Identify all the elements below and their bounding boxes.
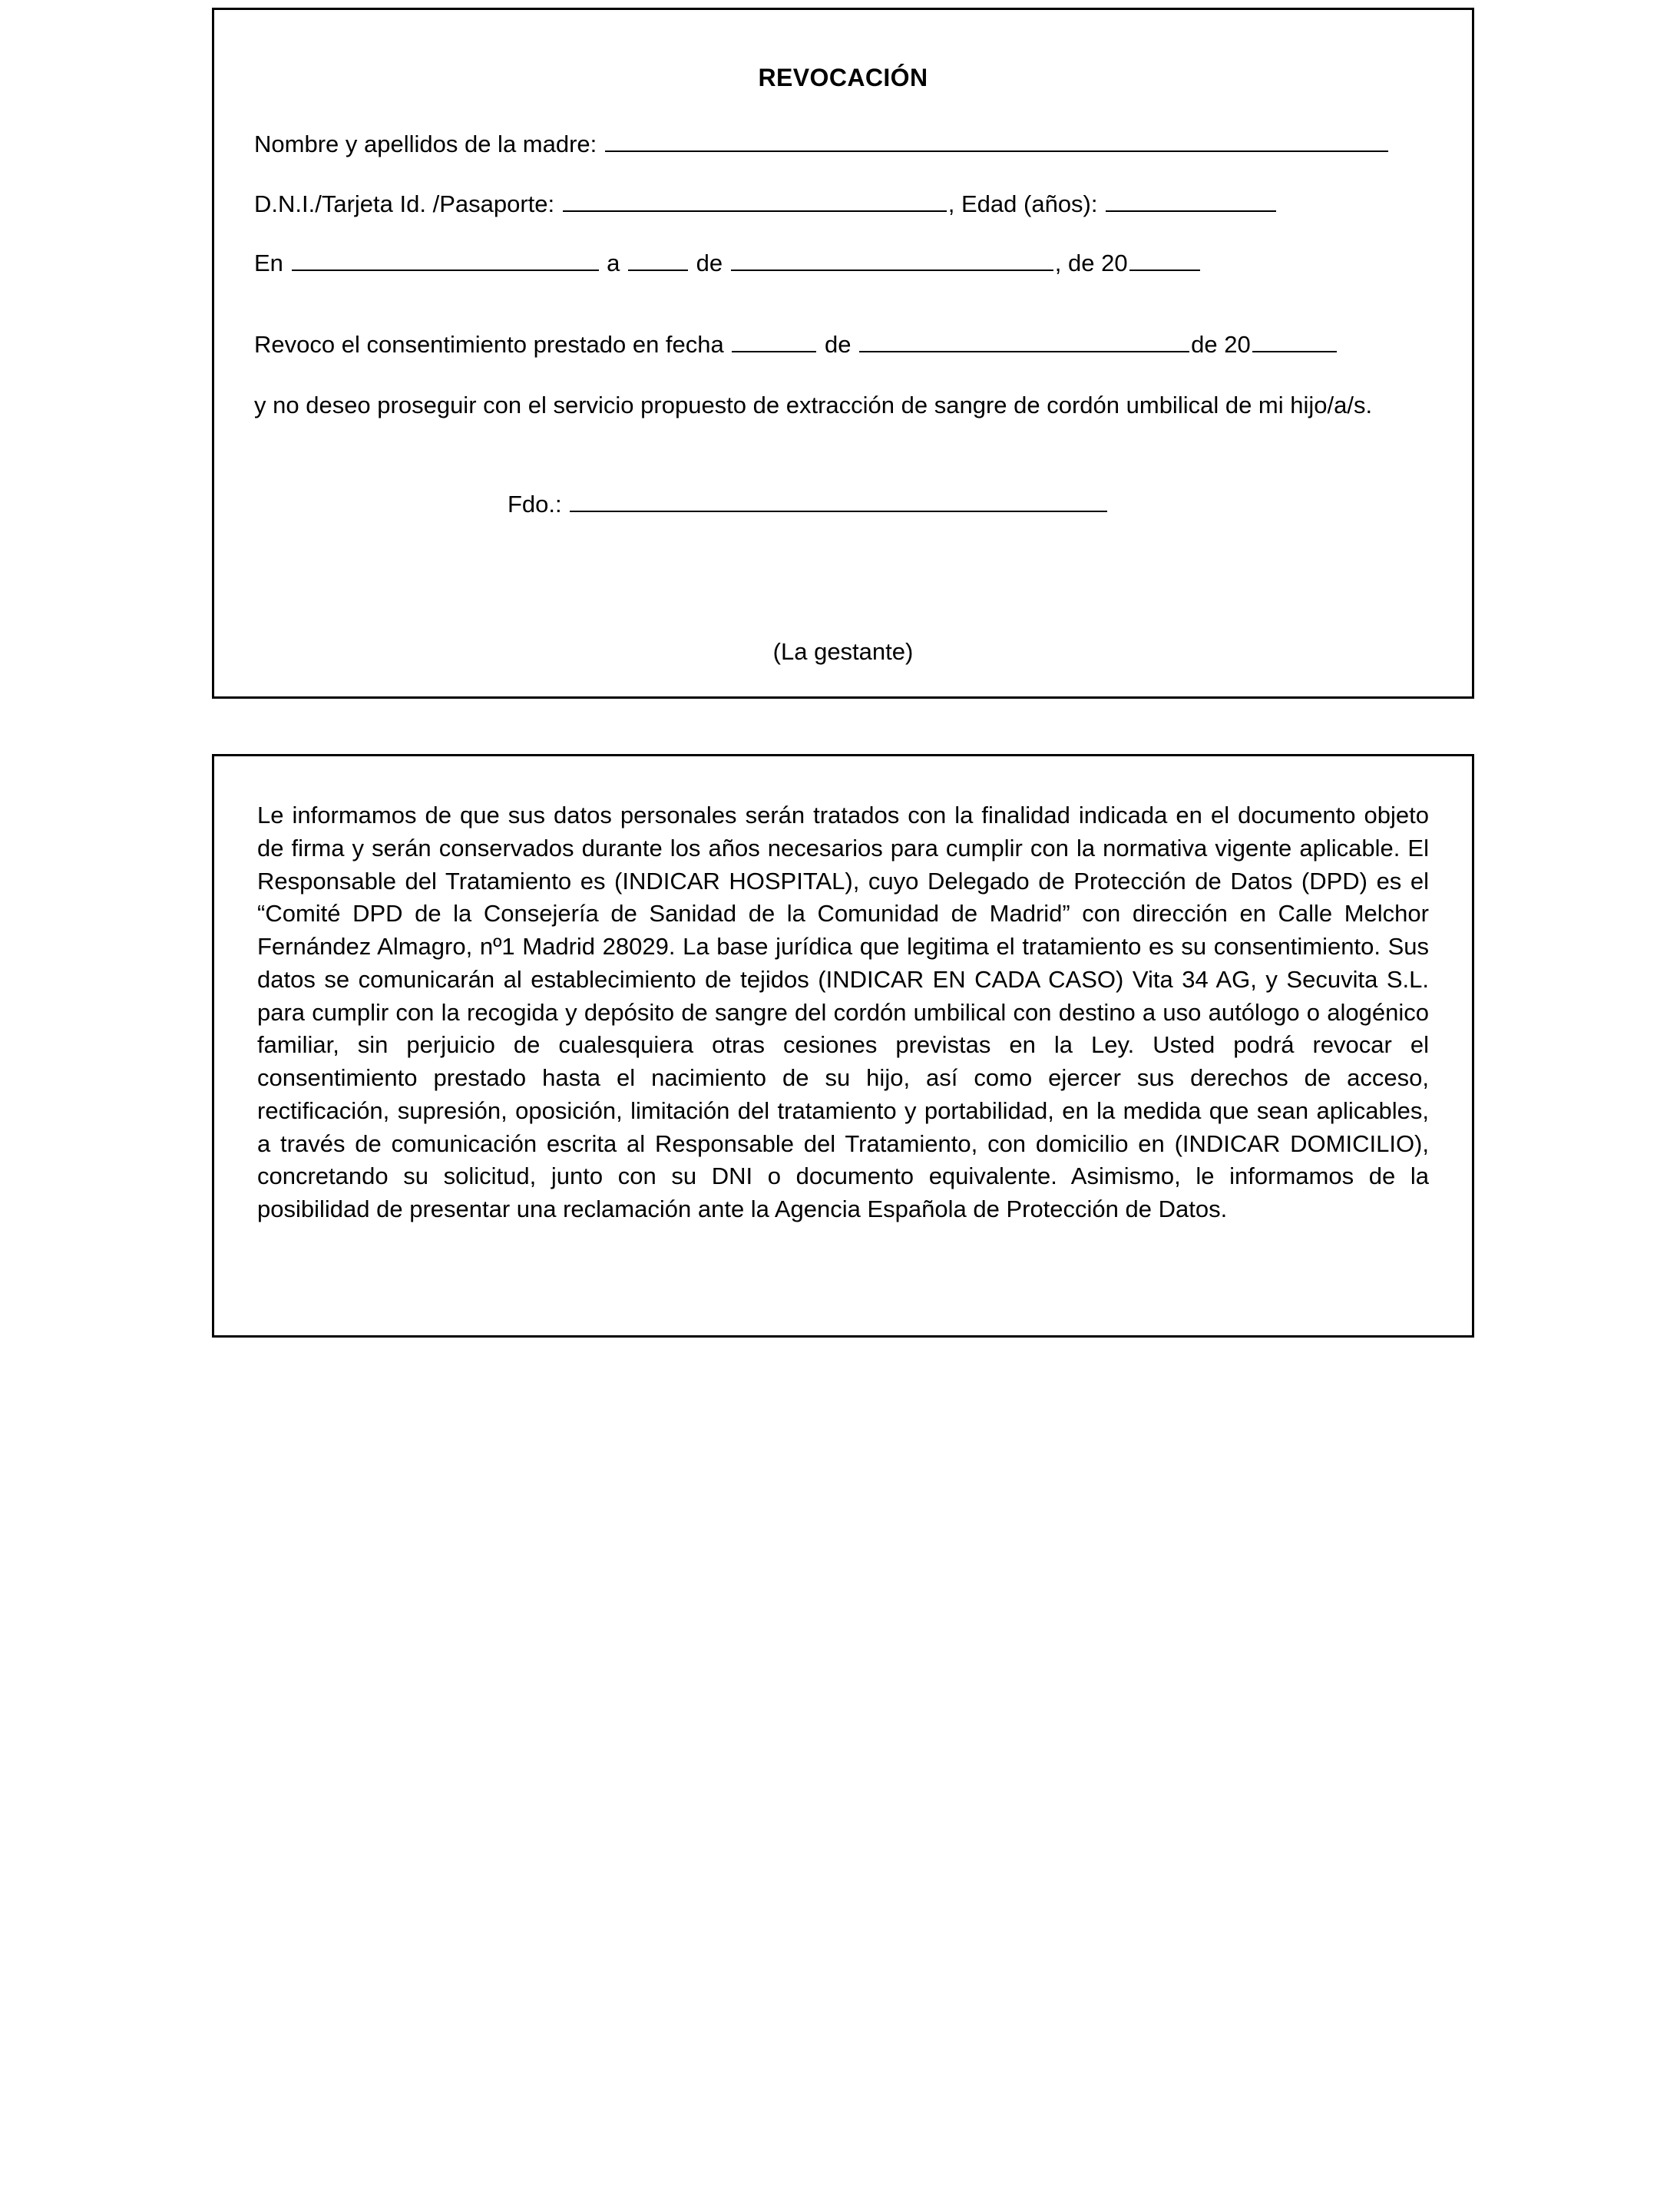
month-input[interactable] bbox=[731, 248, 1053, 271]
revoke-year-input[interactable] bbox=[1252, 329, 1337, 352]
day-input[interactable] bbox=[628, 248, 688, 271]
revocation-title: REVOCACIÓN bbox=[758, 64, 928, 91]
dni-field-row bbox=[254, 189, 1432, 220]
age-label: Edad (años): bbox=[961, 190, 1098, 217]
privacy-notice-section bbox=[212, 754, 1474, 1338]
mother-name-label: Nombre y apellidos de la madre: bbox=[254, 131, 597, 157]
signer-caption: (La gestante) bbox=[772, 638, 914, 665]
place-date-field-row bbox=[254, 248, 1432, 279]
revoke-text-1: Revoco el consentimiento prestado en fecha bbox=[254, 331, 724, 359]
day-label: a bbox=[607, 250, 620, 277]
revoke-body-text: y no deseo proseguir con el servicio propuesto de extracción de sangre de cordón umbilical de mi hijo/a/s. bbox=[254, 391, 1373, 418]
mother-name-field-row bbox=[254, 129, 1432, 160]
revoke-month-input[interactable] bbox=[859, 329, 1189, 352]
age-input[interactable] bbox=[1106, 189, 1276, 212]
place-label: En bbox=[254, 250, 283, 277]
revoke-text-2: de bbox=[825, 331, 852, 359]
dni-label: D.N.I./Tarjeta Id. /Pasaporte: bbox=[254, 190, 555, 217]
revocation-section bbox=[212, 8, 1474, 699]
revoke-day-input[interactable] bbox=[732, 329, 816, 352]
year-label: , de 20 bbox=[1054, 250, 1128, 277]
place-input[interactable] bbox=[292, 248, 599, 271]
privacy-notice-text: Le informamos de que sus datos personales serán tratados con la finalidad indicada en el documento objeto de firma y serán conservados durante los años necesarios para cumplir con la normativa vigente aplicable. El Responsable del Tratamiento es (INDICAR HOSPITAL), cuyo Delegado de Protección de Datos (DPD) es el “Comité DPD de la Consejería de Sanidad de la Comunidad de Madrid” con dirección en Calle Melchor Fernández Almagro, nº1 Madrid 28029. La base jurídica que legitima el tratamiento es su consentimiento. Sus datos se comunicarán al establecimiento de tejidos (INDICAR EN CADA CASO) Vita 34 AG, y Secuvita S.L. para cumplir con la recogida y depósito de sangre del cordón umbilical con destino a uso autólogo o alogénico familiar, sin perjuicio de cualesquiera otras cesiones previstas en la Ley. Usted podrá revocar el consentimiento prestado hasta el nacimiento de su hijo, así como ejercer sus derechos de acceso, rectificación, supresión, oposición, limitación del tratamiento y portabilidad, en la medida que sean aplicables, a través de comunicación escrita al Responsable del Tratamiento, con domicilio en (INDICAR DOMICILIO), concretando su solicitud, junto con su DNI o documento equivalente. Asimismo, le informamos de la posibilidad de presentar una reclamación ante la Agencia Española de Protección de Datos. bbox=[257, 802, 1429, 1223]
dni-input[interactable] bbox=[563, 189, 947, 212]
signature-row bbox=[254, 489, 1432, 518]
revoke-text-3: de 20 bbox=[1191, 331, 1251, 359]
month-label: de bbox=[696, 250, 723, 277]
dni-separator: , bbox=[947, 190, 955, 217]
year-input[interactable] bbox=[1129, 248, 1200, 271]
signature-label: Fdo.: bbox=[508, 490, 562, 518]
revoke-date-row bbox=[254, 329, 1432, 360]
mother-name-input[interactable] bbox=[605, 129, 1388, 152]
signature-input[interactable] bbox=[570, 489, 1107, 512]
